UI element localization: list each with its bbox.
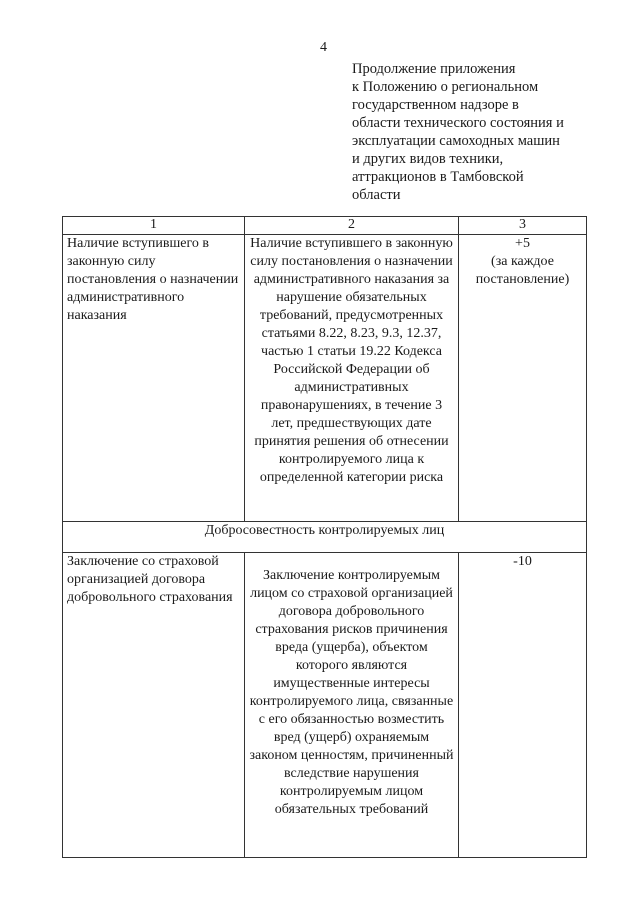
table-row [63,553,587,858]
column-number: 1 [63,217,245,235]
column-number: 2 [245,217,459,235]
score-value: +5 [515,236,530,251]
description-cell: Заключение контролируемым лицом со страховой организацией договора добровольного страхования рисков причинения вреда (ущерба), объектом которого являются имущественные интересы контролируемого лица, связанные с его обязанностью возместить вред (ущерб) охраняемым законом ценностям, причиненный вследствие нарушения контролируемым лицом обязательных требований [245,553,459,858]
appendix-caption [352,60,602,204]
section-header-row [63,522,587,553]
score-value: -10 [513,554,532,569]
indicator-cell: Заключение со страховой организацией договора добровольного страхования [63,553,245,858]
column-number: 3 [459,217,587,235]
indicator-cell: Наличие вступившего в законную силу постановления о назначении административного наказания [63,235,245,522]
section-title: Добросовестность контролируемых лиц [63,522,587,553]
description-cell: Наличие вступившего в законную силу постановления о назначении административного наказания за нарушение обязательных требований, предусмотренных статьями 8.22, 8.23, 9.3, 12.37, частью 1 статьи 19.22 Кодекса Российской Федерации об административных правонарушениях, в течение 3 лет, предшествующих дате принятия решения об отнесении контролируемого лица к определенной категории риска [245,235,459,522]
score-note: (за каждое постановление) [475,254,570,287]
caption-line: аттракционов в Тамбовской [352,169,524,185]
caption-line: эксплуатации самоходных машин [352,133,560,149]
table-row [63,235,587,522]
caption-line: Продолжение приложения [352,61,516,77]
score-cell [459,553,587,858]
page-number: 4 [320,40,327,55]
caption-line: государственном надзоре в [352,97,519,113]
score-cell [459,235,587,522]
caption-line: и других видов техники, [352,151,504,167]
caption-line: области технического состояния и [352,115,564,131]
caption-line: области [352,187,401,203]
column-number-row [63,217,587,235]
risk-criteria-table [62,216,587,858]
caption-line: к Положению о региональном [352,79,539,95]
